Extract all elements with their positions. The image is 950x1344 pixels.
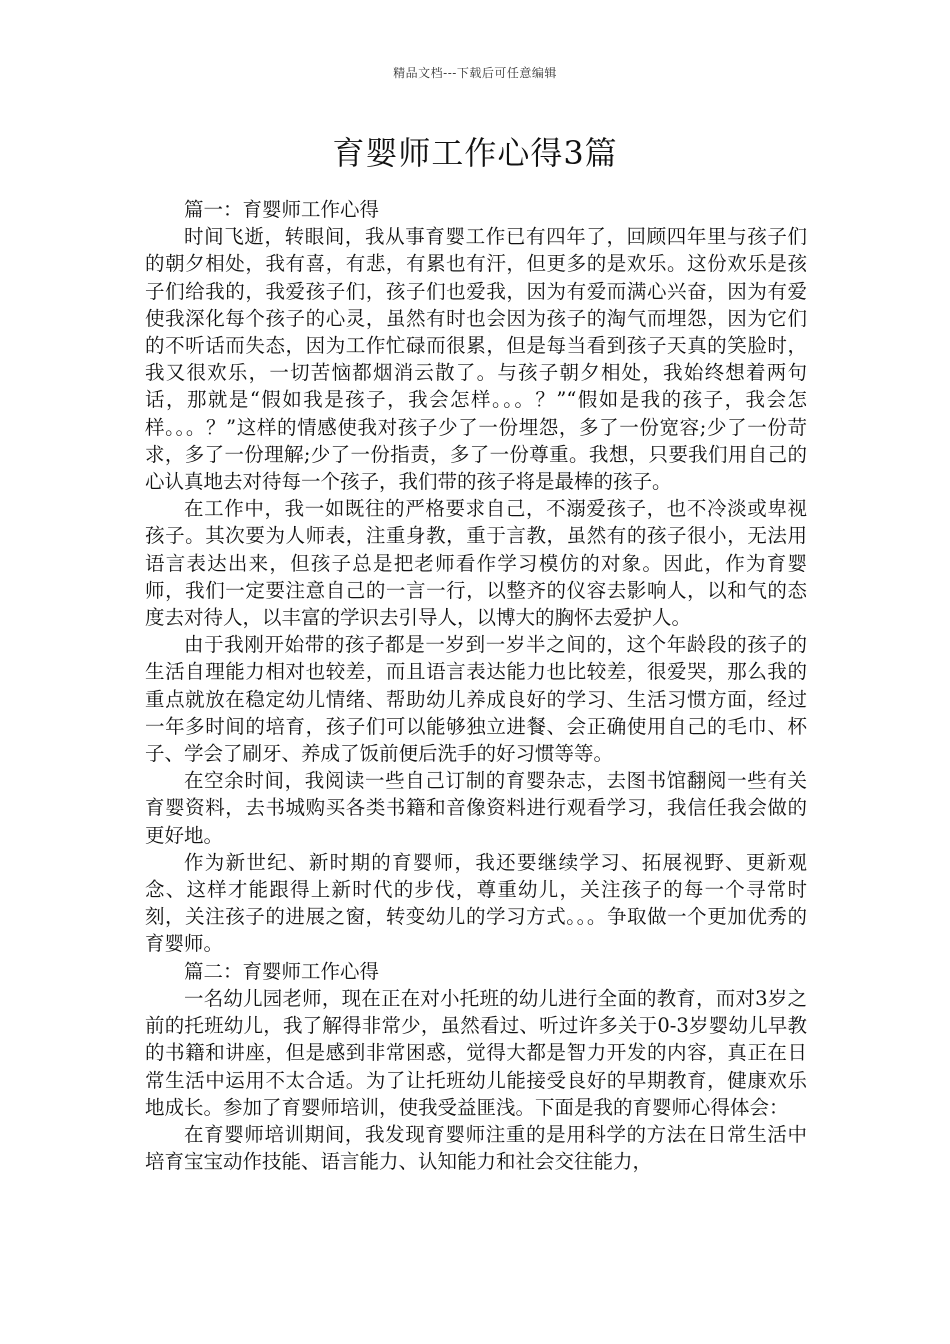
paragraph: 一名幼儿园老师，现在正在对小托班的幼儿进行全面的教育，而对3岁之前的托班幼儿，我了解得非常少，虽然看过、听过许多关于0-3岁婴幼儿早教的书籍和讲座，但是感到非常困惑，觉得大都是智力开发的内容，真正在日常生活中运用不太合适。为了让托班幼儿能接受良好的早期教育，健康欢乐地成长。参加了育婴师培训，使我受益匪浅。下面是我的育婴师心得体会：: [145, 986, 807, 1119]
document-body: [145, 196, 807, 1175]
page-header: 精品文档---下载后可任意编辑: [393, 66, 557, 80]
paragraph: 时间飞逝，转眼间，我从事育婴工作已有四年了，回顾四年里与孩子们的朝夕相处，我有喜，有悲，有累也有汗，但更多的是欢乐。这份欢乐是孩子们给我的，我爱孩子们，孩子们也爱我，因为有爱而满心兴奋，因为有爱使我深化每个孩子的心灵，虽然有时也会因为孩子的淘气而埋怨，因为它们的不听话而失态，因为工作忙碌而很累，但是每当看到孩子天真的笑脸时，我又很欢乐，一切苦恼都烟消云散了。与孩子朝夕相处，我始终想着两句话，那就是“假如我是孩子，我会怎样。。。？”“假如是我的孩子，我会怎样。。。？”这样的情感使我对孩子少了一份埋怨，多了一份宽容;少了一份苛求，多了一份理解;少了一份指责，多了一份尊重。我想，只要我们用自己的心认真地去对待每一个孩子，我们带的孩子将是最棒的孩子。: [145, 225, 807, 494]
section-heading: 篇一：育婴师工作心得: [184, 198, 380, 221]
document-title: 育婴师工作心得3篇: [332, 134, 618, 172]
paragraph: 在工作中，我一如既往的严格要求自己，不溺爱孩子，也不冷淡或卑视孩子。其次要为人师表，注重身教，重于言教，虽然有的孩子很小，无法用语言表达出来，但孩子总是把老师看作学习模仿的对象。因此，作为育婴师，我们一定要注意自己的一言一行，以整齐的仪容去影响人，以和气的态度去对待人，以丰富的学识去引导人，以博大的胸怀去爱护人。: [145, 497, 807, 630]
paragraph: 在育婴师培训期间，我发现育婴师注重的是用科学的方法在日常生活中培育宝宝动作技能、语言能力、认知能力和社会交往能力，: [145, 1122, 807, 1174]
paragraph: 由于我刚开始带的孩子都是一岁到一岁半之间的，这个年龄段的孩子的生活自理能力相对也较差，而且语言表达能力也比较差，很爱哭，那么我的重点就放在稳定幼儿情绪、帮助幼儿养成良好的学习、生活习惯方面，经过一年多时间的培育，孩子们可以能够独立进餐、会正确使用自己的毛巾、杯子、学会了刷牙、养成了饭前便后洗手的好习惯等等。: [145, 633, 807, 766]
paragraph: 作为新世纪、新时期的育婴师，我还要继续学习、拓展视野、更新观念、这样才能跟得上新时代的步伐，尊重幼儿，关注孩子的每一个寻常时刻，关注孩子的进展之窗，转变幼儿的学习方式。。。争取做一个更加优秀的育婴师。: [145, 850, 807, 956]
paragraph: 在空余时间，我阅读一些自己订制的育婴杂志，去图书馆翻阅一些有关育婴资料，去书城购买各类书籍和音像资料进行观看学习，我信任我会做的更好地。: [145, 769, 807, 847]
section-heading: 篇二：育婴师工作心得: [184, 959, 380, 983]
